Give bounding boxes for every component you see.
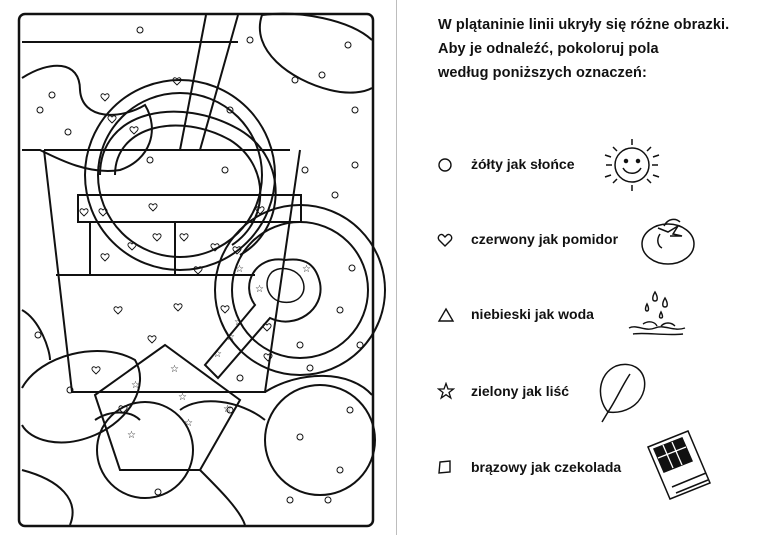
svg-text:☆: ☆ [302,264,311,275]
svg-text:☆: ☆ [226,332,235,343]
legend-label-yellow: żółty jak słońce [471,156,575,172]
sun-icon [597,135,667,195]
svg-text:☆: ☆ [213,349,222,360]
legend-label-red: czerwony jak pomidor [471,231,619,247]
leaf-icon [592,360,654,426]
svg-text:☆: ☆ [170,364,179,375]
instruction-page [397,0,768,535]
legend-label-blue: niebieski jak woda [471,306,594,322]
circle-icon [437,157,453,173]
legend-item-yellow [397,135,768,195]
chocolate-bar-icon [642,425,720,505]
triangle-icon [437,307,455,323]
instructions [438,13,768,85]
water-drops-icon [625,284,695,342]
svg-text:☆: ☆ [234,317,243,328]
legend-label-brown: brązowy jak czekolada [471,459,622,475]
square-icon [437,459,453,475]
svg-text:☆: ☆ [235,264,244,275]
instruction-line-2: Aby je odnaleźć, pokoloruj pola [438,41,659,57]
instruction-line-3: według poniższych oznaczeń: [438,65,647,81]
legend-label-green: zielony jak liść [471,383,570,399]
svg-text:☆: ☆ [178,392,187,403]
svg-text:☆: ☆ [184,418,193,429]
svg-text:☆: ☆ [127,430,136,441]
svg-text:☆: ☆ [131,380,140,391]
star-icon [437,382,455,400]
heart-icon [437,232,453,248]
legend-item-green [397,360,768,420]
legend-item-brown [397,437,768,497]
svg-text:☆: ☆ [223,404,232,415]
legend-item-blue [397,284,768,344]
instruction-line-1: W plątaninie linii ukryły się różne obrazki. [438,17,730,33]
svg-text:☆: ☆ [255,284,264,295]
tomato-icon [640,212,710,270]
legend-item-red [397,210,768,270]
